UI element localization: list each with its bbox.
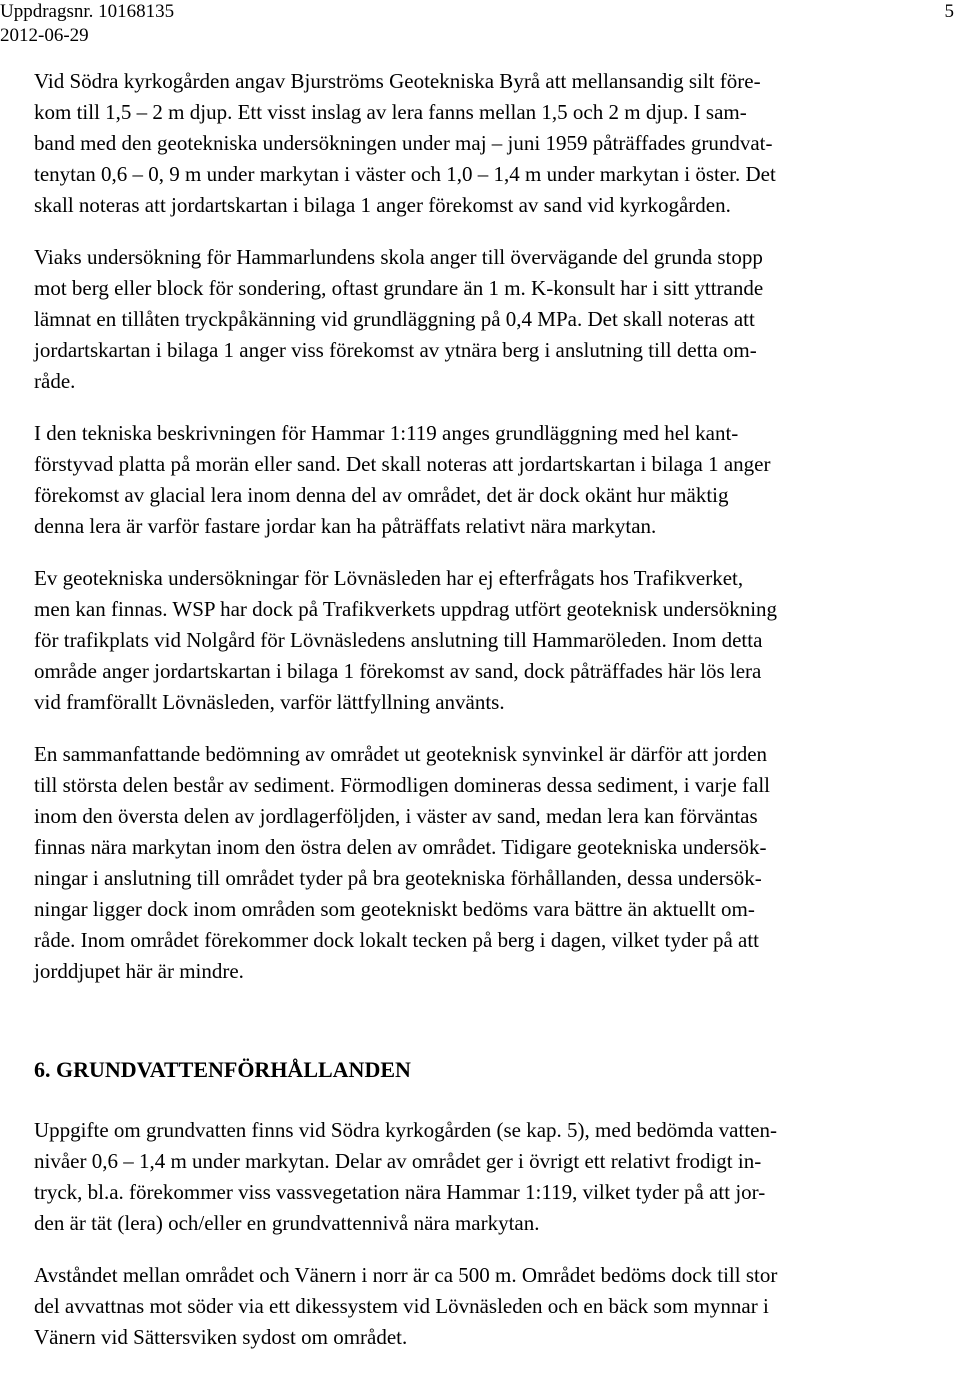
text-line: råde. Inom området förekommer dock lokalt tecken på berg i dagen, vilket tyder på att xyxy=(34,928,760,952)
text-line: men kan finnas. WSP har dock på Trafikverkets uppdrag utfört geoteknisk undersökning xyxy=(34,597,778,621)
text-line: Ev geotekniska undersökningar för Lövnäsleden har ej efterfrågats hos Trafikverket, xyxy=(34,566,744,590)
text-line: förekomst av glacial lera inom denna del av området, det är dock okänt hur mäktig xyxy=(34,483,729,507)
paragraph-vanern xyxy=(34,1260,914,1353)
text-line: inom den översta delen av jordlagerföljden, i väster av sand, medan lera kan förväntas xyxy=(34,804,758,828)
paragraph-lovnasleden xyxy=(34,563,914,718)
page-header xyxy=(0,0,174,48)
text-line: råde. xyxy=(34,369,76,393)
section-heading: 6. GRUNDVATTENFÖRHÅLLANDEN xyxy=(34,1057,411,1082)
assignment-number: Uppdragsnr. 10168135 xyxy=(0,1,175,22)
text-line: Vänern vid Sättersviken sydost om området. xyxy=(34,1325,408,1349)
paragraph-sammanfattning xyxy=(34,739,914,987)
text-line: En sammanfattande bedömning av området ut geoteknisk synvinkel är därför att jorden xyxy=(34,742,768,766)
document-date: 2012-06-29 xyxy=(0,25,89,46)
text-line: den är tät (lera) och/eller en grundvattennivå nära markytan. xyxy=(34,1211,540,1235)
text-line: nivåer 0,6 – 1,4 m under markytan. Delar av området ger i övrigt ett relativt frodigt in- xyxy=(34,1149,762,1173)
text-line: ningar ligger dock inom områden som geotekniskt bedöms vara bättre än aktuellt om- xyxy=(34,897,755,921)
text-line: för trafikplats vid Nolgård för Lövnäsledens anslutning till Hammaröleden. Inom detta xyxy=(34,628,763,652)
text-line: skall noteras att jordartskartan i bilaga 1 anger förekomst av sand vid kyrkogården. xyxy=(34,193,731,217)
text-line: band med den geotekniska undersökningen under maj – juni 1959 påträffades grundvat- xyxy=(34,131,773,155)
page-number: 5 xyxy=(944,1,954,22)
text-line: finnas nära markytan inom den östra delen av området. Tidigare geotekniska undersök- xyxy=(34,835,767,859)
paragraph-hammar-1-119 xyxy=(34,418,914,542)
paragraph-grundvatten xyxy=(34,1115,914,1239)
text-line: mot berg eller block för sondering, oftast grundare än 1 m. K-konsult har i sitt yttrande xyxy=(34,276,764,300)
text-line: Vid Södra kyrkogården angav Bjurströms Geotekniska Byrå att mellansandig silt före- xyxy=(34,69,761,93)
text-line: tryck, bl.a. förekommer viss vassvegetation nära Hammar 1:119, vilket tyder på att jor- xyxy=(34,1180,766,1204)
body-text xyxy=(34,66,914,1008)
text-line: del avvattnas mot söder via ett dikessystem vid Lövnäsleden och en bäck som mynnar i xyxy=(34,1294,769,1318)
text-line: Avståndet mellan området och Vänern i norr är ca 500 m. Området bedöms dock till stor xyxy=(34,1263,778,1287)
text-line: tenytan 0,6 – 0, 9 m under markytan i väster och 1,0 – 1,4 m under markytan i öster. Det xyxy=(34,162,776,186)
text-line: jorddjupet här är mindre. xyxy=(34,959,244,983)
text-line: denna lera är varför fastare jordar kan ha påträffats relativt nära markytan. xyxy=(34,514,657,538)
section-body-text xyxy=(34,1115,914,1374)
paragraph-hammarlundens-skola xyxy=(34,242,914,397)
text-line: vid framförallt Lövnäsleden, varför lättfyllning använts. xyxy=(34,690,505,714)
text-line: kom till 1,5 – 2 m djup. Ett visst inslag av lera fanns mellan 1,5 och 2 m djup. I sam- xyxy=(34,100,747,124)
text-line: förstyvad platta på morän eller sand. Det skall noteras att jordartskartan i bilaga 1 anger xyxy=(34,452,771,476)
text-line: Viaks undersökning för Hammarlundens skola anger till övervägande del grunda stopp xyxy=(34,245,763,269)
text-line: område anger jordartskartan i bilaga 1 förekomst av sand, dock påträffades här lös lera xyxy=(34,659,762,683)
text-line: lämnat en tillåten tryckpåkänning vid grundläggning på 0,4 MPa. Det skall noteras att xyxy=(34,307,755,331)
text-line: I den tekniska beskrivningen för Hammar 1:119 anges grundläggning med hel kant- xyxy=(34,421,739,445)
paragraph-sodra-kyrkogarden xyxy=(34,66,914,221)
text-line: jordartskartan i bilaga 1 anger viss förekomst av ytnära berg i anslutning till detta om- xyxy=(34,338,757,362)
text-line: till största delen består av sediment. Förmodligen domineras dessa sediment, i varje fall xyxy=(34,773,770,797)
text-line: ningar i anslutning till området tyder på bra geotekniska förhållanden, dessa undersök- xyxy=(34,866,762,890)
text-line: Uppgifte om grundvatten finns vid Södra kyrkogården (se kap. 5), med bedömda vatten- xyxy=(34,1118,777,1142)
